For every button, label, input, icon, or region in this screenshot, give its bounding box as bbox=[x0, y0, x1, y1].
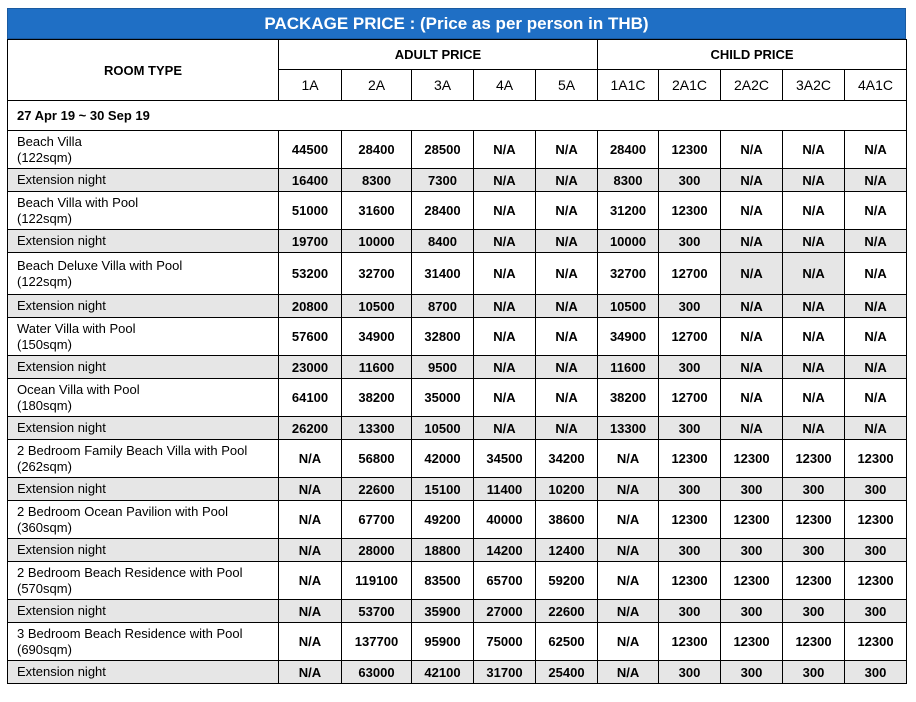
price-cell: 8300 bbox=[342, 169, 412, 192]
price-cell: N/A bbox=[279, 562, 342, 600]
price-cell: 31200 bbox=[598, 192, 659, 230]
price-cell: 300 bbox=[659, 661, 721, 684]
price-cell: N/A bbox=[845, 131, 907, 169]
price-cell: 34200 bbox=[536, 440, 598, 478]
extension-label-text: Extension night bbox=[17, 603, 106, 618]
col-header-4a: 4A bbox=[474, 70, 536, 101]
price-cell: 67700 bbox=[342, 501, 412, 539]
extension-row bbox=[8, 600, 907, 623]
extension-label-text: Extension night bbox=[17, 172, 106, 187]
period-label: 27 Apr 19 ~ 30 Sep 19 bbox=[8, 101, 907, 131]
price-cell: N/A bbox=[536, 379, 598, 417]
room-type-header: ROOM TYPE bbox=[8, 40, 279, 101]
price-cell: 34500 bbox=[474, 440, 536, 478]
col-header-2a: 2A bbox=[342, 70, 412, 101]
room-name: 2 Bedroom Beach Residence with Pool bbox=[17, 564, 243, 580]
price-cell: 12300 bbox=[845, 562, 907, 600]
price-cell: N/A bbox=[598, 600, 659, 623]
extension-label bbox=[8, 356, 279, 379]
price-cell: 38200 bbox=[342, 379, 412, 417]
price-cell: N/A bbox=[279, 501, 342, 539]
price-cell: 49200 bbox=[412, 501, 474, 539]
child-price-header: CHILD PRICE bbox=[598, 40, 907, 70]
price-cell: 300 bbox=[845, 600, 907, 623]
price-cell: 9500 bbox=[412, 356, 474, 379]
price-cell: 300 bbox=[659, 539, 721, 562]
price-cell: N/A bbox=[783, 169, 845, 192]
price-cell: N/A bbox=[598, 539, 659, 562]
price-cell: 28400 bbox=[598, 131, 659, 169]
price-cell: 65700 bbox=[474, 562, 536, 600]
price-cell: 16400 bbox=[279, 169, 342, 192]
price-cell: N/A bbox=[536, 318, 598, 356]
room-row bbox=[8, 379, 907, 417]
price-cell: 10000 bbox=[342, 230, 412, 253]
price-cell: N/A bbox=[783, 356, 845, 379]
table-title: PACKAGE PRICE : (Price as per person in THB) bbox=[7, 8, 906, 39]
extension-label-text: Extension night bbox=[17, 233, 106, 248]
price-cell: N/A bbox=[845, 230, 907, 253]
price-cell: 10500 bbox=[412, 417, 474, 440]
price-cell: N/A bbox=[536, 192, 598, 230]
price-cell: 59200 bbox=[536, 562, 598, 600]
price-cell: 300 bbox=[659, 230, 721, 253]
price-cell: N/A bbox=[536, 230, 598, 253]
price-cell: 28500 bbox=[412, 131, 474, 169]
price-cell: 12700 bbox=[659, 253, 721, 295]
price-cell: N/A bbox=[845, 253, 907, 295]
price-cell: 12400 bbox=[536, 539, 598, 562]
extension-label bbox=[8, 169, 279, 192]
extension-row bbox=[8, 169, 907, 192]
price-cell: 32800 bbox=[412, 318, 474, 356]
extension-label bbox=[8, 661, 279, 684]
price-cell: N/A bbox=[279, 623, 342, 661]
price-cell: N/A bbox=[279, 478, 342, 501]
price-cell: 31600 bbox=[342, 192, 412, 230]
price-cell: 12300 bbox=[659, 440, 721, 478]
price-cell: 300 bbox=[659, 295, 721, 318]
price-cell: N/A bbox=[721, 417, 783, 440]
price-cell: 10500 bbox=[342, 295, 412, 318]
price-cell: 300 bbox=[721, 478, 783, 501]
room-row bbox=[8, 318, 907, 356]
room-row bbox=[8, 192, 907, 230]
price-cell: N/A bbox=[845, 417, 907, 440]
price-cell: 300 bbox=[659, 478, 721, 501]
price-cell: 300 bbox=[783, 600, 845, 623]
price-cell: N/A bbox=[474, 318, 536, 356]
price-cell: N/A bbox=[783, 230, 845, 253]
price-cell: 10500 bbox=[598, 295, 659, 318]
price-cell: 300 bbox=[659, 169, 721, 192]
price-cell: N/A bbox=[598, 501, 659, 539]
price-cell: 25400 bbox=[536, 661, 598, 684]
price-cell: N/A bbox=[721, 131, 783, 169]
price-cell: N/A bbox=[474, 253, 536, 295]
price-sheet bbox=[7, 8, 906, 684]
price-cell: 42100 bbox=[412, 661, 474, 684]
price-cell: 12300 bbox=[721, 501, 783, 539]
extension-row bbox=[8, 230, 907, 253]
room-size: (690sqm) bbox=[17, 641, 72, 657]
room-name-cell bbox=[8, 623, 279, 661]
extension-label-text: Extension night bbox=[17, 481, 106, 496]
price-cell: N/A bbox=[845, 318, 907, 356]
extension-label bbox=[8, 478, 279, 501]
price-cell: 28400 bbox=[412, 192, 474, 230]
price-cell: N/A bbox=[783, 318, 845, 356]
price-cell: 28400 bbox=[342, 131, 412, 169]
price-cell: N/A bbox=[474, 192, 536, 230]
price-cell: 12300 bbox=[783, 623, 845, 661]
price-cell: N/A bbox=[279, 600, 342, 623]
price-cell: 19700 bbox=[279, 230, 342, 253]
price-cell: 8300 bbox=[598, 169, 659, 192]
price-cell: 300 bbox=[721, 661, 783, 684]
extension-label bbox=[8, 539, 279, 562]
price-cell: 75000 bbox=[474, 623, 536, 661]
price-cell: 22600 bbox=[536, 600, 598, 623]
extension-label bbox=[8, 600, 279, 623]
price-cell: 38200 bbox=[598, 379, 659, 417]
price-cell: N/A bbox=[474, 295, 536, 318]
price-cell: 28000 bbox=[342, 539, 412, 562]
room-size: (570sqm) bbox=[17, 580, 72, 596]
price-cell: N/A bbox=[474, 417, 536, 440]
room-name-cell bbox=[8, 440, 279, 478]
price-cell: 95900 bbox=[412, 623, 474, 661]
room-name-cell bbox=[8, 318, 279, 356]
price-cell: 35900 bbox=[412, 600, 474, 623]
price-cell: 8700 bbox=[412, 295, 474, 318]
price-cell: 32700 bbox=[342, 253, 412, 295]
price-cell: 22600 bbox=[342, 478, 412, 501]
room-name: 3 Bedroom Beach Residence with Pool bbox=[17, 625, 243, 641]
price-cell: 12300 bbox=[845, 501, 907, 539]
price-cell: N/A bbox=[474, 356, 536, 379]
price-cell: N/A bbox=[474, 379, 536, 417]
col-header-3a2c: 3A2C bbox=[783, 70, 845, 101]
col-header-2a2c: 2A2C bbox=[721, 70, 783, 101]
price-cell: N/A bbox=[279, 539, 342, 562]
price-cell: 20800 bbox=[279, 295, 342, 318]
price-cell: N/A bbox=[598, 478, 659, 501]
price-cell: 12300 bbox=[659, 501, 721, 539]
price-cell: 300 bbox=[659, 417, 721, 440]
price-cell: 12300 bbox=[783, 501, 845, 539]
price-cell: N/A bbox=[845, 356, 907, 379]
room-row bbox=[8, 623, 907, 661]
price-cell: N/A bbox=[783, 192, 845, 230]
price-cell: N/A bbox=[536, 169, 598, 192]
room-size: (262sqm) bbox=[17, 458, 72, 474]
price-cell: 12300 bbox=[845, 440, 907, 478]
room-name: 2 Bedroom Family Beach Villa with Pool bbox=[17, 442, 248, 458]
price-cell: 42000 bbox=[412, 440, 474, 478]
price-cell: 18800 bbox=[412, 539, 474, 562]
price-cell: 12300 bbox=[845, 623, 907, 661]
price-cell: N/A bbox=[783, 253, 845, 295]
room-name: Water Villa with Pool bbox=[17, 320, 136, 336]
price-cell: 53200 bbox=[279, 253, 342, 295]
price-cell: N/A bbox=[474, 230, 536, 253]
price-cell: N/A bbox=[536, 356, 598, 379]
price-cell: N/A bbox=[721, 295, 783, 318]
price-cell: N/A bbox=[598, 661, 659, 684]
room-size: (180sqm) bbox=[17, 397, 72, 413]
price-cell: N/A bbox=[845, 379, 907, 417]
price-cell: 12300 bbox=[721, 562, 783, 600]
price-cell: 15100 bbox=[412, 478, 474, 501]
room-row bbox=[8, 131, 907, 169]
price-cell: 31700 bbox=[474, 661, 536, 684]
price-cell: 57600 bbox=[279, 318, 342, 356]
col-header-2a1c: 2A1C bbox=[659, 70, 721, 101]
extension-label bbox=[8, 417, 279, 440]
price-cell: 300 bbox=[845, 478, 907, 501]
room-size: (150sqm) bbox=[17, 336, 72, 352]
price-cell: 12700 bbox=[659, 318, 721, 356]
price-cell: N/A bbox=[279, 440, 342, 478]
price-cell: 27000 bbox=[474, 600, 536, 623]
price-cell: N/A bbox=[536, 253, 598, 295]
price-cell: 40000 bbox=[474, 501, 536, 539]
price-cell: 11400 bbox=[474, 478, 536, 501]
price-cell: N/A bbox=[536, 417, 598, 440]
price-cell: 12300 bbox=[659, 562, 721, 600]
extension-row bbox=[8, 417, 907, 440]
price-cell: 51000 bbox=[279, 192, 342, 230]
price-cell: 12700 bbox=[659, 379, 721, 417]
price-cell: 300 bbox=[721, 539, 783, 562]
price-cell: N/A bbox=[598, 562, 659, 600]
room-name: Beach Villa bbox=[17, 133, 82, 149]
price-cell: 12300 bbox=[783, 440, 845, 478]
price-cell: 300 bbox=[783, 539, 845, 562]
room-name: 2 Bedroom Ocean Pavilion with Pool bbox=[17, 503, 229, 519]
price-cell: 34900 bbox=[342, 318, 412, 356]
price-cell: N/A bbox=[598, 440, 659, 478]
price-cell: 83500 bbox=[412, 562, 474, 600]
price-cell: 12300 bbox=[659, 131, 721, 169]
price-cell: 64100 bbox=[279, 379, 342, 417]
price-cell: N/A bbox=[474, 131, 536, 169]
price-cell: 62500 bbox=[536, 623, 598, 661]
price-cell: 63000 bbox=[342, 661, 412, 684]
price-cell: 13300 bbox=[598, 417, 659, 440]
room-name: Ocean Villa with Pool bbox=[17, 381, 140, 397]
room-row bbox=[8, 253, 907, 295]
price-cell: 35000 bbox=[412, 379, 474, 417]
room-row bbox=[8, 562, 907, 600]
price-cell: N/A bbox=[845, 295, 907, 318]
room-name-cell bbox=[8, 192, 279, 230]
adult-price-header: ADULT PRICE bbox=[279, 40, 598, 70]
room-size: (122sqm) bbox=[17, 210, 72, 226]
price-cell: N/A bbox=[721, 230, 783, 253]
price-cell: 300 bbox=[659, 600, 721, 623]
price-cell: 300 bbox=[783, 478, 845, 501]
price-cell: N/A bbox=[536, 131, 598, 169]
col-header-4a1c: 4A1C bbox=[845, 70, 907, 101]
extension-label-text: Extension night bbox=[17, 420, 106, 435]
room-name: Beach Deluxe Villa with Pool bbox=[17, 257, 183, 273]
price-cell: 119100 bbox=[342, 562, 412, 600]
price-cell: 137700 bbox=[342, 623, 412, 661]
price-cell: N/A bbox=[721, 318, 783, 356]
price-cell: 12300 bbox=[721, 440, 783, 478]
room-row bbox=[8, 501, 907, 539]
price-cell: 300 bbox=[659, 356, 721, 379]
price-cell: N/A bbox=[845, 169, 907, 192]
extension-label bbox=[8, 230, 279, 253]
price-cell: 31400 bbox=[412, 253, 474, 295]
extension-label-text: Extension night bbox=[17, 542, 106, 557]
price-table bbox=[7, 39, 907, 684]
price-cell: 7300 bbox=[412, 169, 474, 192]
price-cell: 23000 bbox=[279, 356, 342, 379]
price-cell: N/A bbox=[721, 356, 783, 379]
room-name: Beach Villa with Pool bbox=[17, 194, 139, 210]
room-size: (360sqm) bbox=[17, 519, 72, 535]
room-name-cell bbox=[8, 379, 279, 417]
extension-row bbox=[8, 478, 907, 501]
extension-label bbox=[8, 295, 279, 318]
extension-row bbox=[8, 661, 907, 684]
room-size: (122sqm) bbox=[17, 149, 72, 165]
price-cell: 300 bbox=[845, 661, 907, 684]
col-header-3a: 3A bbox=[412, 70, 474, 101]
price-cell: 12300 bbox=[659, 623, 721, 661]
price-cell: 34900 bbox=[598, 318, 659, 356]
extension-label-text: Extension night bbox=[17, 359, 106, 374]
price-cell: 44500 bbox=[279, 131, 342, 169]
extension-row bbox=[8, 295, 907, 318]
price-table-body bbox=[8, 101, 907, 684]
price-cell: N/A bbox=[721, 192, 783, 230]
price-cell: 53700 bbox=[342, 600, 412, 623]
extension-row bbox=[8, 539, 907, 562]
price-cell: N/A bbox=[598, 623, 659, 661]
price-cell: 32700 bbox=[598, 253, 659, 295]
header-group-row bbox=[8, 40, 907, 70]
price-cell: 12300 bbox=[659, 192, 721, 230]
col-header-5a: 5A bbox=[536, 70, 598, 101]
room-name-cell bbox=[8, 562, 279, 600]
price-cell: 13300 bbox=[342, 417, 412, 440]
room-name-cell bbox=[8, 253, 279, 295]
price-cell: 11600 bbox=[342, 356, 412, 379]
price-cell: N/A bbox=[721, 169, 783, 192]
price-cell: 300 bbox=[845, 539, 907, 562]
extension-label-text: Extension night bbox=[17, 298, 106, 313]
price-cell: 10000 bbox=[598, 230, 659, 253]
price-cell: 26200 bbox=[279, 417, 342, 440]
price-cell: N/A bbox=[783, 379, 845, 417]
price-cell: N/A bbox=[721, 253, 783, 295]
price-cell: 56800 bbox=[342, 440, 412, 478]
price-cell: N/A bbox=[783, 295, 845, 318]
price-cell: N/A bbox=[721, 379, 783, 417]
extension-row bbox=[8, 356, 907, 379]
extension-label-text: Extension night bbox=[17, 664, 106, 679]
room-row bbox=[8, 440, 907, 478]
col-header-1a: 1A bbox=[279, 70, 342, 101]
price-cell: 12300 bbox=[783, 562, 845, 600]
room-name-cell bbox=[8, 131, 279, 169]
price-cell: N/A bbox=[536, 295, 598, 318]
price-cell: 300 bbox=[721, 600, 783, 623]
price-cell: N/A bbox=[783, 131, 845, 169]
price-cell: 11600 bbox=[598, 356, 659, 379]
price-cell: 12300 bbox=[721, 623, 783, 661]
price-cell: 300 bbox=[783, 661, 845, 684]
price-cell: N/A bbox=[279, 661, 342, 684]
price-cell: N/A bbox=[474, 169, 536, 192]
price-cell: 14200 bbox=[474, 539, 536, 562]
room-size: (122sqm) bbox=[17, 273, 72, 289]
col-header-1a1c: 1A1C bbox=[598, 70, 659, 101]
price-cell: N/A bbox=[783, 417, 845, 440]
price-cell: 8400 bbox=[412, 230, 474, 253]
period-row bbox=[8, 101, 907, 131]
room-name-cell bbox=[8, 501, 279, 539]
price-cell: 38600 bbox=[536, 501, 598, 539]
price-cell: 10200 bbox=[536, 478, 598, 501]
price-cell: N/A bbox=[845, 192, 907, 230]
